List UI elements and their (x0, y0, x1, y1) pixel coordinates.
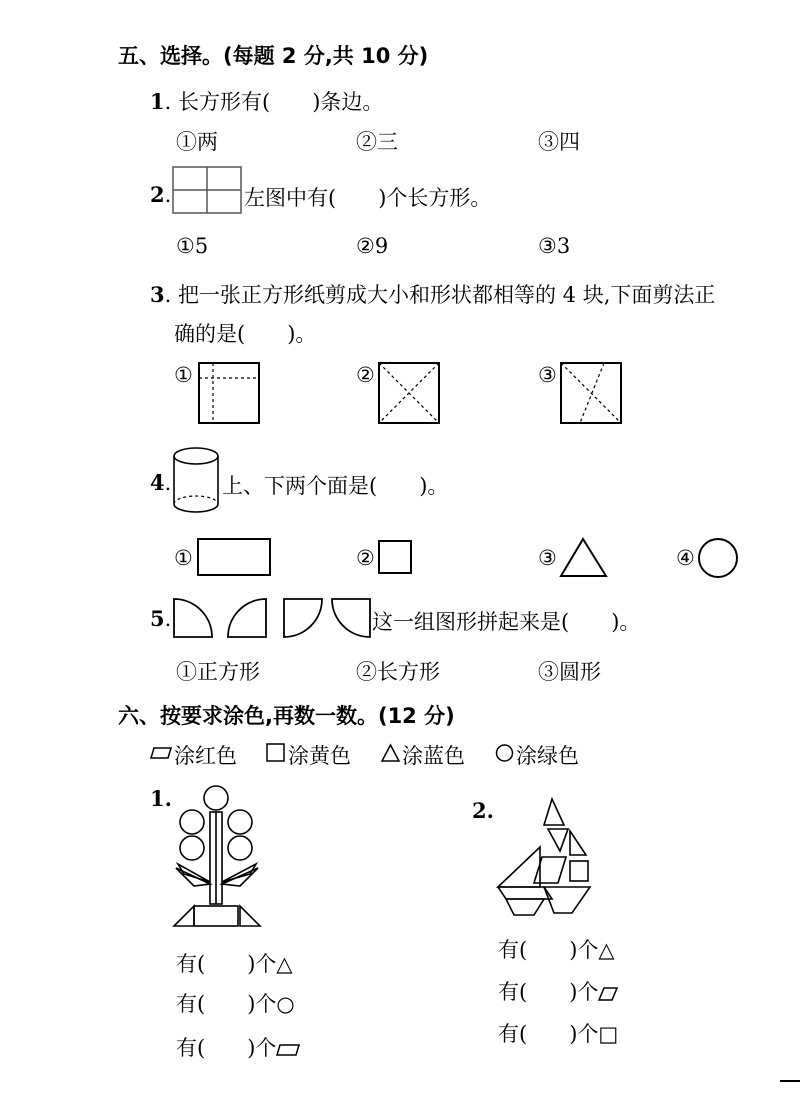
q5-option-1[interactable]: ①正方形 (176, 660, 260, 684)
problem-2-number: 2. (472, 798, 494, 823)
triangle-icon: △ (598, 938, 615, 962)
q3-option-1-label[interactable]: ① (174, 363, 193, 387)
question-text: 长方形有( )条边。 (178, 90, 384, 114)
q4-option-3-label[interactable]: ③ (538, 546, 557, 570)
section-6-title: 六、按要求涂色,再数一数。(12 分) (118, 704, 455, 728)
q4-option-1-label[interactable]: ① (174, 546, 193, 570)
triangle-icon: △ (276, 952, 293, 976)
page-edge-mark (780, 1080, 800, 1082)
problem-1-count-parallelogram: 有( )个 (176, 1032, 300, 1062)
q3-option-2-label[interactable]: ② (356, 363, 375, 387)
q1-option-1[interactable]: ①两 (176, 130, 218, 154)
question-number: 1 (150, 89, 165, 114)
question-4-number: 4. (150, 470, 172, 495)
triangle-icon (381, 743, 401, 763)
question-3-text-line-2: 确的是( )。 (174, 322, 317, 346)
question-2-number: 2. (150, 182, 172, 207)
square-icon (266, 743, 286, 763)
q4-option-2-label[interactable]: ② (356, 546, 375, 570)
circle-icon (495, 743, 515, 763)
flower-figure (170, 782, 280, 930)
q2-option-1[interactable]: ①5 (176, 234, 209, 258)
section-5-title: 五、选择。(每题 2 分,共 10 分) (118, 44, 429, 68)
problem-2-count-parallelogram: 有( )个 (498, 976, 618, 1006)
problem-2-count-square: 有( )个□ (498, 1022, 619, 1046)
problem-1-count-triangle: 有( )个△ (176, 952, 293, 976)
q4-option-3-triangle (560, 537, 608, 579)
question-1: 1. 长方形有( )条边。 (150, 89, 384, 114)
q3-option-3-figure (560, 362, 622, 424)
question-2-text: 左图中有( )个长方形。 (244, 186, 492, 210)
question-4-text: 上、下两个面是( )。 (222, 474, 449, 498)
q3-option-1-figure (198, 362, 260, 424)
square-icon: □ (598, 1022, 619, 1046)
parallelogram-icon (598, 986, 618, 1002)
q3-option-3-label[interactable]: ③ (538, 363, 557, 387)
question-3: 3. 把一张正方形纸剪成大小和形状都相等的 4 块,下面剪法正 (150, 282, 716, 307)
parallelogram-icon (276, 1043, 300, 1057)
q3-option-2-figure (378, 362, 440, 424)
q5-option-2[interactable]: ②长方形 (356, 660, 440, 684)
q4-option-4-label[interactable]: ④ (676, 546, 695, 570)
problem-2-count-triangle: 有( )个△ (498, 938, 615, 962)
sailboat-tangram-figure (494, 795, 604, 915)
q4-option-1-rectangle (197, 538, 273, 578)
question-text-line-1: 把一张正方形纸剪成大小和形状都相等的 4 块,下面剪法正 (178, 283, 716, 307)
circle-icon: ○ (276, 992, 295, 1016)
parallelogram-icon (150, 746, 172, 760)
legend-blue: 涂蓝色 (402, 744, 465, 768)
q1-option-3[interactable]: ③四 (538, 130, 580, 154)
problem-1-number: 1. (150, 786, 172, 811)
q1-option-2[interactable]: ②三 (356, 130, 398, 154)
q2-option-3[interactable]: ③3 (538, 234, 571, 258)
quarter-circles-figure (172, 597, 372, 641)
legend-red: 涂红色 (174, 744, 237, 768)
question-5-text: 这一组图形拼起来是( )。 (372, 610, 641, 634)
q4-option-2-square (378, 540, 414, 576)
cylinder-figure (172, 446, 222, 516)
q4-option-4-circle (698, 538, 740, 580)
problem-1-count-circle: 有( )个○ (176, 992, 295, 1016)
q5-option-3[interactable]: ③圆形 (538, 660, 601, 684)
grid-rectangles-figure (172, 166, 244, 216)
q2-option-2[interactable]: ②9 (356, 234, 389, 258)
legend-yellow: 涂黄色 (288, 744, 351, 768)
legend-green: 涂绿色 (516, 744, 579, 768)
question-5-number: 5. (150, 606, 172, 631)
